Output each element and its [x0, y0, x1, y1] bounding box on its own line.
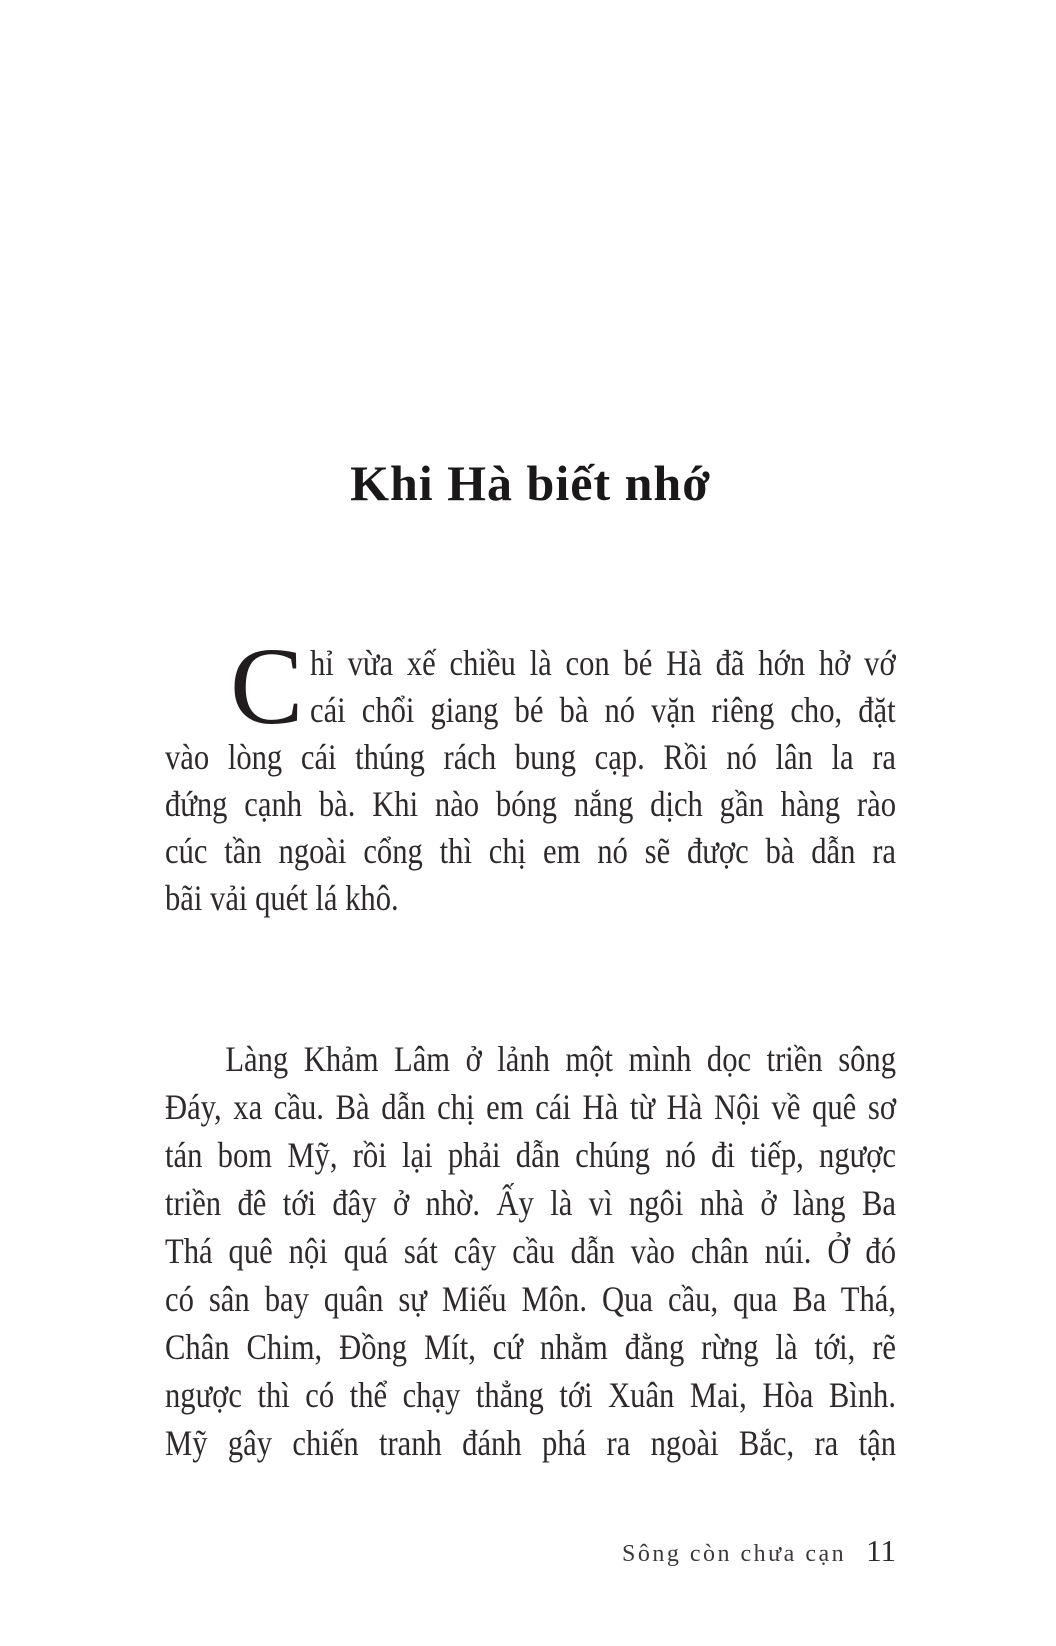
text-line: cái chổi giang bé bà nó vặn riêng cho, đặt	[310, 690, 896, 730]
text-line: Làng Khảm Lâm ở lảnh một mình dọc triền sông	[225, 1039, 897, 1079]
page-footer	[165, 1533, 896, 1569]
text-line: Thá quê nội quá sát cây cầu dẫn vào chân núi. Ở đó	[165, 1231, 896, 1271]
page-number: 11	[866, 1533, 896, 1568]
drop-cap-letter: C	[230, 625, 304, 747]
text-line: đứng cạnh bà. Khi nào bóng nắng dịch gần hàng rào	[165, 784, 896, 824]
text-line: triền đê tới đây ở nhờ. Ấy là vì ngôi nhà ở làng Ba	[165, 1183, 896, 1223]
text-line: hỉ vừa xế chiều là con bé Hà đã hớn hở vớ	[310, 643, 896, 683]
text-line: cúc tần ngoài cổng thì chị em nó sẽ được bà dẫn ra	[165, 831, 896, 871]
running-book-title: Sông còn chưa cạn	[622, 1541, 847, 1567]
text-line: ngược thì có thể chạy thẳng tới Xuân Mai, Hòa Bình.	[165, 1375, 896, 1415]
text-line: Đáy, xa cầu. Bà dẫn chị em cái Hà từ Hà Nội về quê sơ	[165, 1087, 896, 1127]
text-line: có sân bay quân sự Miếu Môn. Qua cầu, qua Ba Thá,	[165, 1279, 896, 1319]
text-line: Mỹ gây chiến tranh đánh phá ra ngoài Bắc, ra tận	[165, 1423, 896, 1463]
paragraph-second	[165, 1035, 896, 1467]
text-line: tán bom Mỹ, rồi lại phải dẫn chúng nó đi tiếp, ngược	[165, 1135, 896, 1175]
text-line: bãi vải quét lá khô.	[165, 878, 399, 918]
paragraph-opening	[165, 625, 896, 922]
text-line: vào lòng cái thúng rách bung cạp. Rồi nó lân la ra	[165, 737, 896, 777]
chapter-title: Khi Hà biết nhớ	[350, 454, 711, 511]
text-line: Chân Chim, Đồng Mít, cứ nhằm đằng rừng là tới, rẽ	[165, 1327, 896, 1367]
